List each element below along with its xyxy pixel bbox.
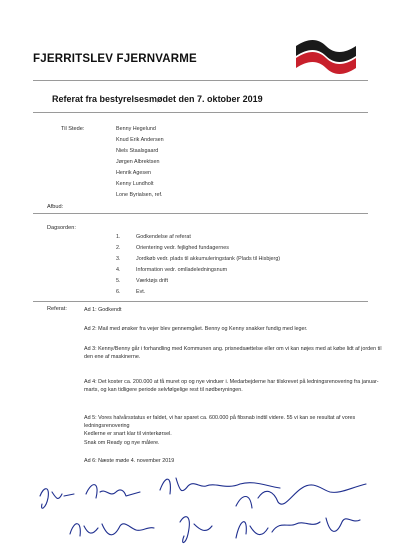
attendee: Lone Byrialsen, ref.: [116, 192, 163, 198]
minutes-paragraph: Ad 4: Det koster ca. 200.000 at få muret op og nye vinduer i. Medarbejderne har tilskrevet på ledningsrenovering fra januar-marts, og kan tidligere periode selvfølgelige rest til nødberyningen.: [84, 379, 379, 394]
minutes-paragraph: Ad 6: Næste møde 4. november 2019: [84, 458, 175, 464]
header-divider: [33, 80, 368, 81]
handwritten-signatures: [30, 468, 375, 548]
agenda-divider: [33, 301, 368, 302]
org-name: FJERRITSLEV FJERNVARME: [33, 53, 197, 65]
minutes-paragraph: Ad 2: Mail med ønsker fra vejer blev gennemgået. Benny og Kenny snakker fundig med leger.: [84, 326, 308, 332]
title-divider: [33, 112, 368, 113]
agenda-item: 6. Evt.: [116, 289, 146, 295]
agenda-item: 3. Jordkøb vedr. plads til akkumuleringstank (Plads til Hisbjerg): [116, 256, 281, 262]
absent-divider: [33, 213, 368, 214]
minutes-paragraph: Ad 1: Godkendt: [84, 307, 122, 313]
minutes-paragraph: Ad 5: Vores halvårsstatus er faldet, vi har sparet ca. 600.000 på fibsnab indtil videre. 55 vi kan se resultat af vores ledningsrenovering Kedlerne er snart klar til vinterkørsel. Snak om Ready og nye målere.: [84, 415, 356, 446]
attendee: Niels Staalsgaard: [116, 148, 159, 154]
attendee: Kenny Lundholt: [116, 181, 154, 187]
absent-label: Afbud:: [47, 204, 64, 210]
agenda-item: 4. Information vedr. omlladeledningsnum: [116, 267, 228, 273]
attendee: Benny Hegelund: [116, 126, 156, 132]
attendee: Jørgen Albrektsen: [116, 159, 160, 165]
agenda-item: 1. Godkendelse af referat: [116, 234, 191, 240]
document-title: Referat fra bestyrelsesmødet den 7. oktober 2019: [52, 94, 263, 104]
company-logo: [290, 36, 360, 74]
minutes-paragraph: Ad 3: Kenny/Benny går i forhandling med Kommunen ang. prisnedsættelse eller om vi kan nøjes med at købe lidt af jorden til den ene af maskinerne.: [84, 346, 382, 361]
agenda-item: 5. Værktøjs drift: [116, 278, 169, 284]
agenda-label: Dagsorden:: [47, 225, 76, 231]
attendee: Knud Erik Andersen: [116, 137, 164, 143]
attendee: Henrik Agesen: [116, 170, 152, 176]
agenda-item: 2. Orientering vedr. fejlighed fundagernes: [116, 245, 229, 251]
attendance-label: Til Stede:: [61, 126, 85, 132]
minutes-label: Referat:: [47, 306, 67, 312]
